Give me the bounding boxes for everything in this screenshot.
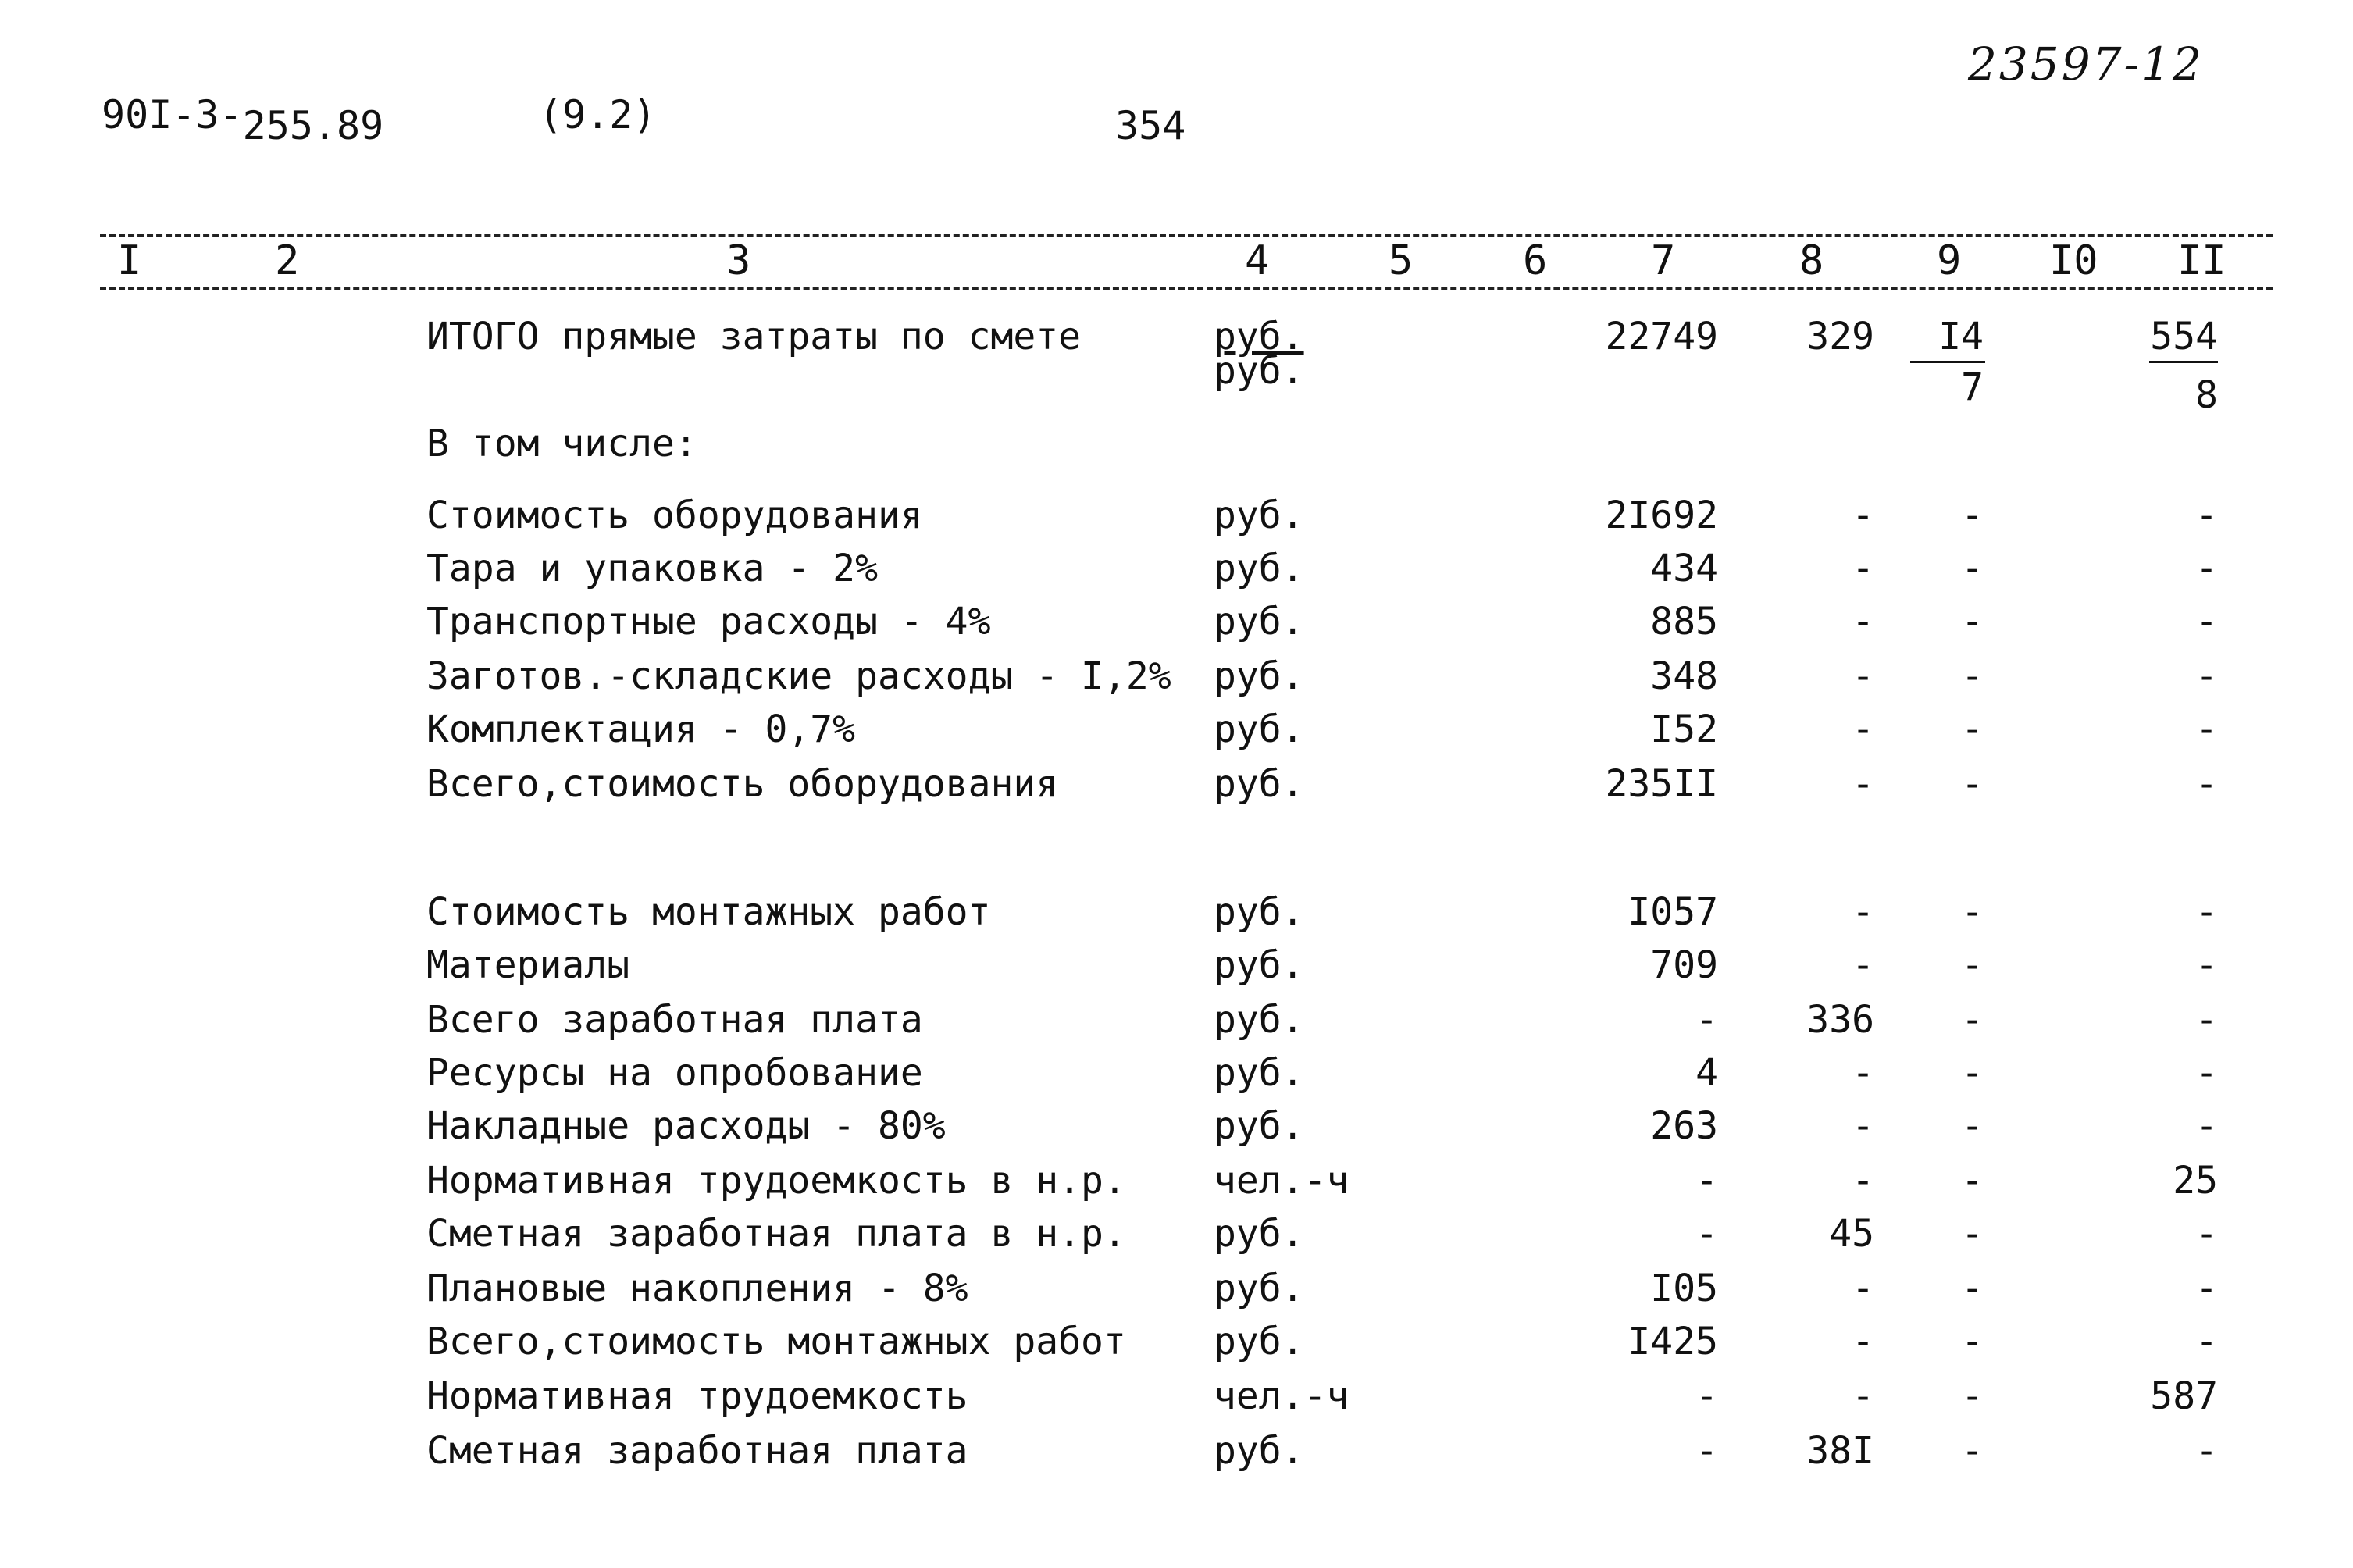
column-header-8: 8 bbox=[1799, 237, 1824, 284]
row-col7-value: - bbox=[1695, 1159, 1718, 1203]
row-col8-value: - bbox=[1852, 547, 1874, 590]
row-label: Стоимость монтажных работ bbox=[426, 890, 991, 934]
row-label: Всего,стоимость монтажных работ bbox=[426, 1320, 1126, 1363]
row-col9-value: - bbox=[1961, 1212, 1984, 1256]
row-unit: руб. bbox=[1214, 1212, 1304, 1256]
row-unit: руб. bbox=[1214, 1429, 1304, 1473]
column-header-10: I0 bbox=[2049, 237, 2098, 284]
row-col7-value: 885 bbox=[1650, 600, 1718, 643]
row-col11-value: - bbox=[2195, 1429, 2218, 1473]
row-unit: руб. bbox=[1214, 494, 1304, 537]
total-col11-fraction-line bbox=[2149, 361, 2218, 363]
row-col11-value: - bbox=[2195, 1320, 2218, 1363]
document-code-number: 255.89 bbox=[242, 103, 384, 148]
row-col8-value: - bbox=[1852, 1320, 1874, 1363]
row-col9-value: - bbox=[1961, 547, 1984, 590]
column-header-11: II bbox=[2177, 237, 2226, 284]
row-label: Тара и упаковка - 2% bbox=[426, 547, 878, 590]
total-unit-bottom: руб. bbox=[1214, 349, 1304, 393]
row-col9-value: - bbox=[1961, 762, 1984, 806]
column-header-6: 6 bbox=[1523, 237, 1548, 284]
total-col11-top: 554 bbox=[2150, 315, 2218, 358]
row-unit: руб. bbox=[1214, 890, 1304, 934]
row-col7-value: I05 bbox=[1650, 1267, 1718, 1310]
row-col11-value: - bbox=[2195, 943, 2218, 987]
row-col11-value: - bbox=[2195, 762, 2218, 806]
row-col7-value: - bbox=[1695, 1429, 1718, 1473]
subheading: В том числе: bbox=[426, 422, 697, 465]
row-col9-value: - bbox=[1961, 1320, 1984, 1363]
row-col8-value: 336 bbox=[1806, 998, 1874, 1042]
row-col11-value: - bbox=[2195, 1267, 2218, 1310]
row-col9-value: - bbox=[1961, 494, 1984, 537]
row-unit: руб. bbox=[1214, 1104, 1304, 1148]
total-label: ИТОГО прямые затраты по смете bbox=[426, 315, 1082, 358]
row-unit: руб. bbox=[1214, 654, 1304, 698]
row-col8-value: - bbox=[1852, 494, 1874, 537]
row-label: Комплектация - 0,7% bbox=[426, 707, 856, 751]
row-col9-value: - bbox=[1961, 1429, 1984, 1473]
row-col9-value: - bbox=[1961, 998, 1984, 1042]
handwritten-reference: 23597-12 bbox=[1968, 37, 2204, 91]
row-col11-value: - bbox=[2195, 1051, 2218, 1095]
column-header-2: 2 bbox=[275, 237, 300, 284]
row-col9-value: - bbox=[1961, 890, 1984, 934]
row-col8-value: - bbox=[1852, 600, 1874, 643]
row-label: Накладные расходы - 80% bbox=[426, 1104, 946, 1148]
row-label: Транспортные расходы - 4% bbox=[426, 600, 991, 643]
row-unit: чел.-ч bbox=[1214, 1159, 1349, 1203]
row-col8-value: - bbox=[1852, 890, 1874, 934]
column-header-7: 7 bbox=[1651, 237, 1676, 284]
row-col7-value: - bbox=[1695, 998, 1718, 1042]
row-label: Нормативная трудоемкость bbox=[426, 1374, 968, 1418]
column-header-4: 4 bbox=[1245, 237, 1270, 284]
row-col11-value: 587 bbox=[2150, 1374, 2218, 1418]
row-unit: руб. bbox=[1214, 998, 1304, 1042]
row-col7-value: 2I692 bbox=[1605, 494, 1718, 537]
row-col11-value: - bbox=[2195, 1212, 2218, 1256]
row-col9-value: - bbox=[1961, 1159, 1984, 1203]
row-col11-value: - bbox=[2195, 547, 2218, 590]
column-header-3: 3 bbox=[726, 237, 751, 284]
row-col9-value: - bbox=[1961, 1104, 1984, 1148]
row-col7-value: I52 bbox=[1650, 707, 1718, 751]
row-col7-value: 348 bbox=[1650, 654, 1718, 698]
row-label: Заготов.-складские расходы - I,2% bbox=[426, 654, 1171, 698]
total-col8: 329 bbox=[1806, 315, 1874, 358]
row-col8-value: - bbox=[1852, 1104, 1874, 1148]
column-header-1: I bbox=[117, 237, 142, 284]
row-col7-value: 4 bbox=[1695, 1051, 1718, 1095]
row-unit: руб. bbox=[1214, 1320, 1304, 1363]
row-col7-value: 263 bbox=[1650, 1104, 1718, 1148]
row-label: Плановые накопления - 8% bbox=[426, 1267, 968, 1310]
column-header-5: 5 bbox=[1389, 237, 1414, 284]
row-col8-value: - bbox=[1852, 654, 1874, 698]
row-col9-value: - bbox=[1961, 943, 1984, 987]
row-unit: руб. bbox=[1214, 762, 1304, 806]
row-col8-value: 38I bbox=[1806, 1429, 1874, 1473]
total-col7: 22749 bbox=[1605, 315, 1718, 358]
row-col9-value: - bbox=[1961, 1051, 1984, 1095]
row-col8-value: - bbox=[1852, 1051, 1874, 1095]
total-col9-fraction-line bbox=[1910, 361, 1985, 363]
row-unit: руб. bbox=[1214, 707, 1304, 751]
row-col9-value: - bbox=[1961, 1374, 1984, 1418]
row-unit: руб. bbox=[1214, 1267, 1304, 1310]
row-col11-value: - bbox=[2195, 998, 2218, 1042]
row-col7-value: - bbox=[1695, 1212, 1718, 1256]
row-col9-value: - bbox=[1961, 707, 1984, 751]
total-col9-top: I4 bbox=[1938, 315, 1984, 358]
row-label: Всего,стоимость оборудования bbox=[426, 762, 1059, 806]
row-col7-value: 709 bbox=[1650, 943, 1718, 987]
row-col8-value: - bbox=[1852, 1267, 1874, 1310]
total-col9-bottom: 7 bbox=[1961, 365, 1984, 409]
row-col8-value: - bbox=[1852, 1159, 1874, 1203]
row-col11-value: 25 bbox=[2173, 1159, 2218, 1203]
row-col8-value: - bbox=[1852, 762, 1874, 806]
row-col8-value: 45 bbox=[1829, 1212, 1874, 1256]
row-label: Нормативная трудоемкость в н.р. bbox=[426, 1159, 1126, 1203]
row-unit: руб. bbox=[1214, 943, 1304, 987]
row-label: Ресурсы на опробование bbox=[426, 1051, 923, 1095]
row-col9-value: - bbox=[1961, 1267, 1984, 1310]
total-col11-bottom: 8 bbox=[2195, 373, 2218, 417]
row-unit: чел.-ч bbox=[1214, 1374, 1349, 1418]
row-label: Сметная заработная плата в н.р. bbox=[426, 1212, 1126, 1256]
row-col11-value: - bbox=[2195, 707, 2218, 751]
row-label: Сметная заработная плата bbox=[426, 1429, 968, 1473]
document-code bbox=[102, 92, 384, 148]
row-col11-value: - bbox=[2195, 890, 2218, 934]
row-col7-value: 434 bbox=[1650, 547, 1718, 590]
document-code-prefix: 90I-3- bbox=[102, 92, 243, 137]
row-label: Материалы bbox=[426, 943, 630, 987]
total-unit-top: руб. bbox=[1214, 315, 1304, 358]
column-header-9: 9 bbox=[1937, 237, 1962, 284]
row-col11-value: - bbox=[2195, 600, 2218, 643]
row-label: Стоимость оборудования bbox=[426, 494, 923, 537]
row-col8-value: - bbox=[1852, 1374, 1874, 1418]
row-unit: руб. bbox=[1214, 1051, 1304, 1095]
row-col11-value: - bbox=[2195, 1104, 2218, 1148]
row-col7-value: I425 bbox=[1627, 1320, 1718, 1363]
row-col11-value: - bbox=[2195, 494, 2218, 537]
row-col7-value: I057 bbox=[1627, 890, 1718, 934]
header-bottom-rule bbox=[100, 287, 2273, 290]
row-col7-value: 235II bbox=[1605, 762, 1718, 806]
row-label: Всего заработная плата bbox=[426, 998, 923, 1042]
row-col8-value: - bbox=[1852, 707, 1874, 751]
page-number: 354 bbox=[1115, 103, 1186, 148]
row-col9-value: - bbox=[1961, 654, 1984, 698]
section-number: (9.2) bbox=[539, 92, 657, 137]
row-col8-value: - bbox=[1852, 943, 1874, 987]
row-col11-value: - bbox=[2195, 654, 2218, 698]
row-unit: руб. bbox=[1214, 547, 1304, 590]
row-unit: руб. bbox=[1214, 600, 1304, 643]
row-col9-value: - bbox=[1961, 600, 1984, 643]
row-col7-value: - bbox=[1695, 1374, 1718, 1418]
